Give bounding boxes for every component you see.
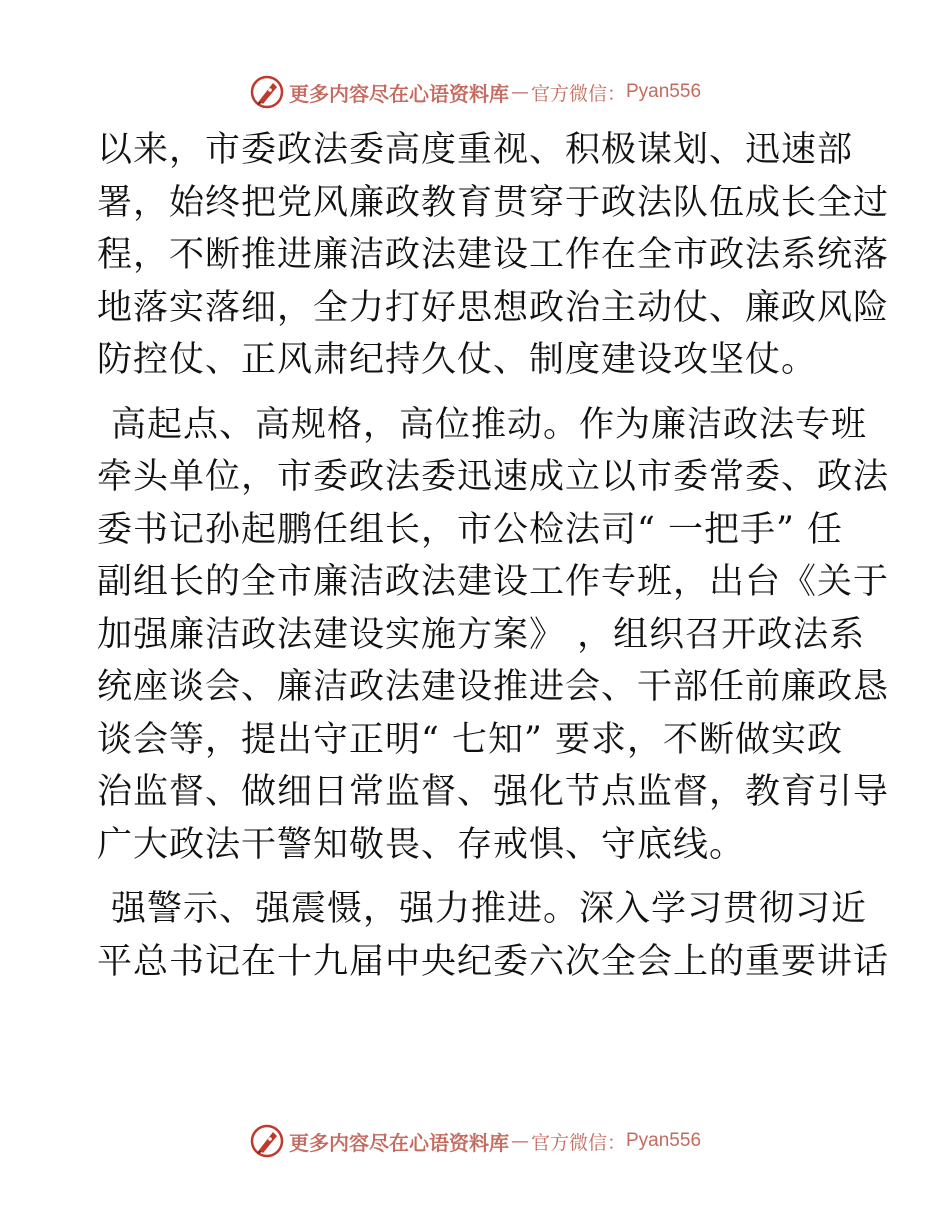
footer-wechat-id: Pyan556 <box>626 1130 702 1151</box>
document-body <box>97 124 890 1000</box>
pen-nib-logo-icon <box>249 1123 285 1159</box>
text-line: 副组长的全市廉洁政法建设工作专班，出台《关于 <box>97 562 890 602</box>
text-line: 广大政法干警知敬畏、存戒惧、守底线。 <box>97 824 746 865</box>
text-line: 牵头单位，市委政法委迅速成立以市委常委、政法 <box>97 457 890 497</box>
text-line: 加强廉洁政法建设实施方案》 ，组织召开政法系 <box>97 614 866 655</box>
header-dash: — <box>510 81 529 103</box>
text-line: 委书记孙起鹏任组长，市公检法司“ 一把手” 任 <box>97 509 844 550</box>
footer-banner <box>0 1121 950 1161</box>
text-line: 高起点、高规格，高位推动。作为廉洁政法专班 <box>111 404 868 445</box>
footer-brand: 更多内容尽在心语资料库 <box>288 1130 509 1155</box>
text-line: 治监督、做细日常监督、强化节点监督，教育引导 <box>97 772 890 812</box>
footer-dash: — <box>510 1130 529 1152</box>
text-line: 谈会等，提出守正明“ 七知” 要求，不断做实政 <box>97 719 844 760</box>
paragraph-1 <box>97 124 890 387</box>
header-banner <box>0 72 950 112</box>
header-wechat-id: Pyan556 <box>626 81 702 102</box>
text-line: 署，始终把党风廉政教育贯穿于政法队伍成长全过 <box>97 182 890 223</box>
text-line: 平总书记在十九届中央纪委六次全会上的重要讲话 <box>97 941 890 982</box>
header-wechat-label: 官方微信： <box>530 82 626 105</box>
text-line: 地落实落细，全力打好思想政治主动仗、廉政风险 <box>97 287 890 328</box>
text-line: 防控仗、正风肃纪持久仗、制度建设攻坚仗。 <box>97 340 818 380</box>
footer-wechat-label: 官方微信： <box>530 1131 626 1154</box>
text-line: 统座谈会、廉洁政法建设推进会、干部任前廉政恳 <box>97 667 890 707</box>
text-line: 程，不断推进廉洁政法建设工作在全市政法系统落 <box>97 235 890 275</box>
text-line: 强警示、强震慑，强力推进。深入学习贯彻习近 <box>111 889 868 929</box>
paragraph-3 <box>97 883 890 988</box>
header-brand: 更多内容尽在心语资料库 <box>288 81 509 106</box>
paragraph-2 <box>97 399 890 872</box>
pen-nib-logo-icon <box>249 74 285 110</box>
text-line: 以来，市委政法委高度重视、积极谋划、迅速部 <box>97 130 854 170</box>
